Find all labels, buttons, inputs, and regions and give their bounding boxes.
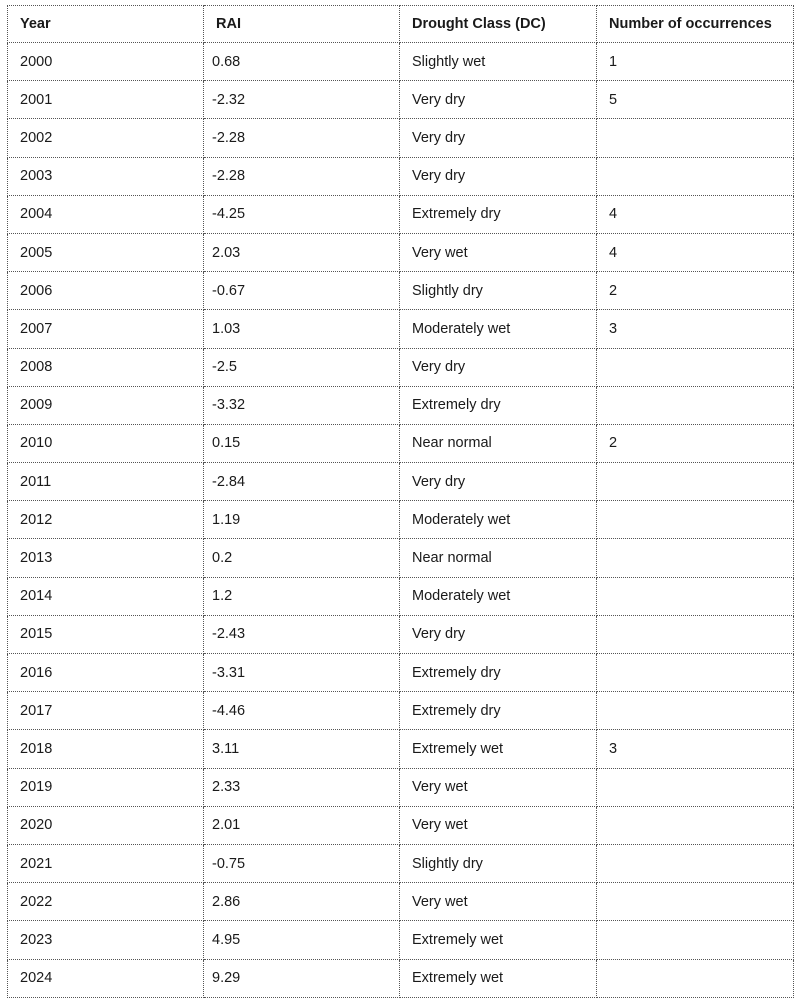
table-row	[8, 806, 794, 844]
cell-rai: -2.28	[204, 157, 400, 195]
table-header	[8, 6, 794, 43]
cell-drought-class: Extremely dry	[400, 195, 597, 233]
cell-rai: -3.32	[204, 386, 400, 424]
header-rai: RAI	[204, 6, 400, 43]
cell-rai: -3.31	[204, 654, 400, 692]
cell-occurrences	[597, 692, 794, 730]
cell-rai: -0.67	[204, 272, 400, 310]
cell-drought-class: Slightly dry	[400, 272, 597, 310]
cell-year: 2005	[8, 233, 204, 271]
cell-occurrences	[597, 539, 794, 577]
cell-year: 2014	[8, 577, 204, 615]
cell-rai: 1.19	[204, 501, 400, 539]
table-row	[8, 501, 794, 539]
cell-drought-class: Extremely wet	[400, 959, 597, 997]
cell-occurrences	[597, 386, 794, 424]
cell-year: 2000	[8, 43, 204, 81]
cell-rai: 2.86	[204, 883, 400, 921]
table-row	[8, 43, 794, 81]
cell-rai: 9.29	[204, 959, 400, 997]
cell-drought-class: Slightly wet	[400, 43, 597, 81]
table-row	[8, 654, 794, 692]
cell-year: 2022	[8, 883, 204, 921]
cell-occurrences	[597, 959, 794, 997]
rai-drought-table-container	[7, 5, 793, 998]
cell-drought-class: Very dry	[400, 81, 597, 119]
cell-year: 2016	[8, 654, 204, 692]
table-row	[8, 195, 794, 233]
cell-occurrences: 2	[597, 272, 794, 310]
cell-rai: -2.28	[204, 119, 400, 157]
cell-rai: 0.68	[204, 43, 400, 81]
cell-occurrences	[597, 463, 794, 501]
cell-occurrences: 1	[597, 43, 794, 81]
cell-drought-class: Extremely dry	[400, 386, 597, 424]
cell-rai: -4.25	[204, 195, 400, 233]
cell-drought-class: Moderately wet	[400, 577, 597, 615]
table-row	[8, 386, 794, 424]
table-row	[8, 577, 794, 615]
table-row	[8, 692, 794, 730]
cell-drought-class: Extremely wet	[400, 921, 597, 959]
rai-drought-table	[7, 5, 794, 998]
cell-occurrences	[597, 577, 794, 615]
table-row	[8, 424, 794, 462]
cell-occurrences: 2	[597, 424, 794, 462]
cell-year: 2018	[8, 730, 204, 768]
cell-occurrences	[597, 921, 794, 959]
cell-rai: -4.46	[204, 692, 400, 730]
cell-year: 2013	[8, 539, 204, 577]
cell-year: 2020	[8, 806, 204, 844]
cell-occurrences: 3	[597, 730, 794, 768]
cell-year: 2009	[8, 386, 204, 424]
cell-year: 2023	[8, 921, 204, 959]
cell-year: 2021	[8, 844, 204, 882]
cell-drought-class: Very dry	[400, 463, 597, 501]
cell-year: 2024	[8, 959, 204, 997]
cell-occurrences: 4	[597, 233, 794, 271]
cell-occurrences	[597, 348, 794, 386]
table-body	[8, 43, 794, 998]
cell-drought-class: Very dry	[400, 119, 597, 157]
cell-year: 2015	[8, 615, 204, 653]
cell-drought-class: Very dry	[400, 157, 597, 195]
cell-rai: 2.33	[204, 768, 400, 806]
cell-year: 2010	[8, 424, 204, 462]
header-drought-class: Drought Class (DC)	[400, 6, 597, 43]
cell-occurrences	[597, 883, 794, 921]
cell-occurrences	[597, 654, 794, 692]
cell-rai: 0.15	[204, 424, 400, 462]
cell-drought-class: Very wet	[400, 233, 597, 271]
header-year: Year	[8, 6, 204, 43]
table-row	[8, 119, 794, 157]
cell-rai: -2.32	[204, 81, 400, 119]
cell-drought-class: Very wet	[400, 883, 597, 921]
table-row	[8, 310, 794, 348]
table-row	[8, 615, 794, 653]
cell-occurrences	[597, 119, 794, 157]
table-row	[8, 348, 794, 386]
cell-drought-class: Near normal	[400, 424, 597, 462]
cell-drought-class: Extremely dry	[400, 654, 597, 692]
cell-drought-class: Moderately wet	[400, 310, 597, 348]
cell-rai: 3.11	[204, 730, 400, 768]
cell-drought-class: Very wet	[400, 768, 597, 806]
cell-occurrences	[597, 157, 794, 195]
cell-rai: -0.75	[204, 844, 400, 882]
header-occurrences: Number of occurrences	[597, 6, 794, 43]
table-row	[8, 539, 794, 577]
cell-drought-class: Extremely wet	[400, 730, 597, 768]
cell-year: 2004	[8, 195, 204, 233]
cell-rai: 2.03	[204, 233, 400, 271]
cell-year: 2001	[8, 81, 204, 119]
cell-drought-class: Moderately wet	[400, 501, 597, 539]
cell-rai: 0.2	[204, 539, 400, 577]
table-row	[8, 844, 794, 882]
cell-occurrences: 5	[597, 81, 794, 119]
cell-occurrences: 4	[597, 195, 794, 233]
cell-year: 2019	[8, 768, 204, 806]
cell-rai: 2.01	[204, 806, 400, 844]
cell-rai: -2.84	[204, 463, 400, 501]
cell-occurrences	[597, 615, 794, 653]
cell-occurrences	[597, 844, 794, 882]
cell-occurrences	[597, 501, 794, 539]
cell-occurrences	[597, 768, 794, 806]
table-row	[8, 730, 794, 768]
cell-drought-class: Very dry	[400, 348, 597, 386]
table-row	[8, 81, 794, 119]
table-row	[8, 921, 794, 959]
cell-drought-class: Slightly dry	[400, 844, 597, 882]
table-row	[8, 233, 794, 271]
table-row	[8, 883, 794, 921]
cell-rai: -2.5	[204, 348, 400, 386]
cell-year: 2017	[8, 692, 204, 730]
cell-year: 2012	[8, 501, 204, 539]
cell-drought-class: Very dry	[400, 615, 597, 653]
table-row	[8, 463, 794, 501]
cell-rai: 1.03	[204, 310, 400, 348]
cell-rai: 4.95	[204, 921, 400, 959]
cell-drought-class: Extremely dry	[400, 692, 597, 730]
cell-rai: -2.43	[204, 615, 400, 653]
cell-drought-class: Near normal	[400, 539, 597, 577]
cell-occurrences: 3	[597, 310, 794, 348]
cell-year: 2011	[8, 463, 204, 501]
cell-year: 2008	[8, 348, 204, 386]
table-row	[8, 959, 794, 997]
table-row	[8, 272, 794, 310]
cell-rai: 1.2	[204, 577, 400, 615]
table-row	[8, 768, 794, 806]
cell-occurrences	[597, 806, 794, 844]
cell-year: 2003	[8, 157, 204, 195]
cell-year: 2007	[8, 310, 204, 348]
cell-year: 2006	[8, 272, 204, 310]
header-row	[8, 6, 794, 43]
cell-year: 2002	[8, 119, 204, 157]
table-row	[8, 157, 794, 195]
cell-drought-class: Very wet	[400, 806, 597, 844]
